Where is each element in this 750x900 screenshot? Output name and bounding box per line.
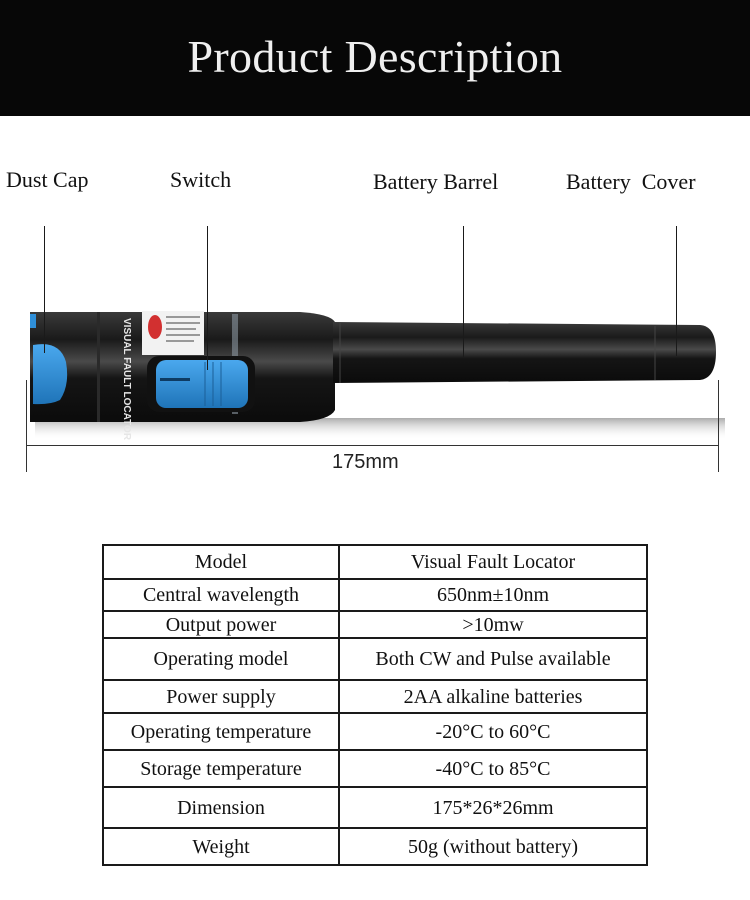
page-title: Product Description [187, 31, 563, 82]
dimension-tick-left [26, 380, 27, 472]
spec-value: 175*26*26mm [339, 787, 647, 828]
dimension-tick-right [718, 380, 719, 472]
callout-battery-barrel: Battery Barrel [373, 169, 499, 194]
device-body-text: VISUAL FAULT LOCATOR [121, 318, 132, 441]
fault-locator-pen-image [0, 290, 750, 450]
spec-value: 650nm±10nm [339, 579, 647, 611]
spec-key: Operating model [103, 638, 339, 680]
leader-line-dust-cap [44, 226, 45, 353]
leader-line-battery-cover [676, 226, 677, 356]
leader-line-switch [207, 226, 208, 370]
spec-key: Central wavelength [103, 579, 339, 611]
spec-value: >10mw [339, 611, 647, 638]
spec-value: 50g (without battery) [339, 828, 647, 865]
dimension-line [27, 445, 719, 446]
spec-value: Visual Fault Locator [339, 545, 647, 579]
table-row [103, 713, 647, 750]
spec-key: Dimension [103, 787, 339, 828]
dimension-label: 175mm [332, 451, 399, 473]
table-row [103, 828, 647, 865]
callout-switch: Switch [170, 167, 232, 192]
table-row [103, 750, 647, 787]
spec-value: 2AA alkaline batteries [339, 680, 647, 713]
table-row [103, 680, 647, 713]
spec-key: Power supply [103, 680, 339, 713]
spec-value: -40°C to 85°C [339, 750, 647, 787]
spec-value: -20°C to 60°C [339, 713, 647, 750]
spec-key: Operating temperature [103, 713, 339, 750]
table-row [103, 638, 647, 680]
spec-key: Model [103, 545, 339, 579]
table-row [103, 579, 647, 611]
leader-line-battery-barrel [463, 226, 464, 358]
spec-value: Both CW and Pulse available [339, 638, 647, 680]
switch-slider [156, 360, 248, 408]
header-banner [0, 0, 750, 116]
table-row [103, 545, 647, 579]
spec-key: Storage temperature [103, 750, 339, 787]
callout-dust-cap: Dust Cap [6, 167, 89, 192]
table-row [103, 611, 647, 638]
spec-key: Output power [103, 611, 339, 638]
spec-table [102, 544, 648, 866]
table-row [103, 787, 647, 828]
callout-battery-cover: Battery Cover [566, 169, 696, 194]
spec-key: Weight [103, 828, 339, 865]
